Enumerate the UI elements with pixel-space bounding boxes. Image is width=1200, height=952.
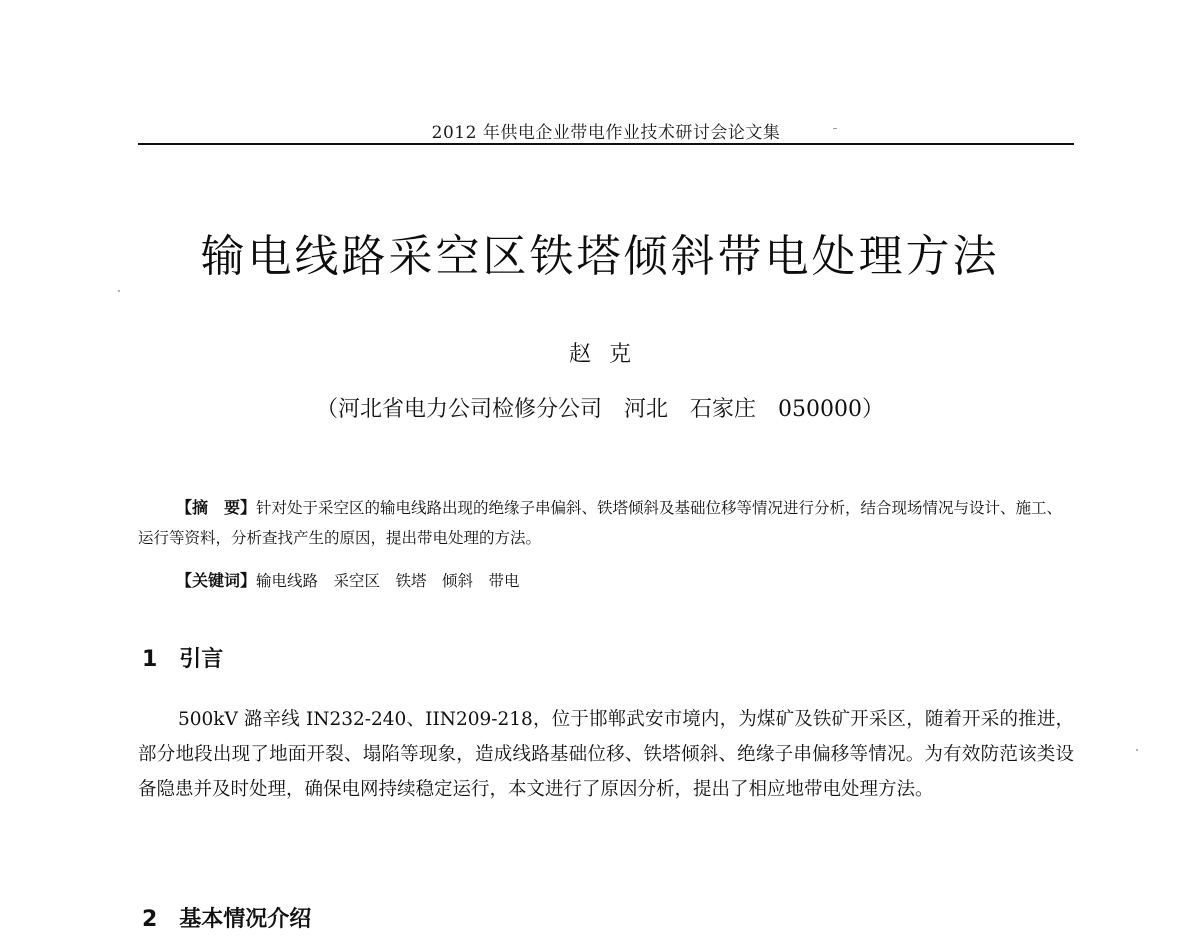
scan-speck [833,128,837,129]
abstract-label: 【摘 要】 [176,498,257,517]
header-rule [138,143,1074,145]
section-heading-introduction: 1 引言 [142,647,224,672]
scan-speck [118,290,120,292]
keywords-label: 【关键词】 [176,571,257,590]
keywords-text: 输电线路 采空区 铁塔 倾斜 带电 [256,572,520,590]
abstract [138,493,1074,553]
abstract-text: 针对处于采空区的输电线路出现的绝缘子串偏斜、铁塔倾斜及基础位移等情况进行分析，结合现场情况与设计、施工、运行等资料，分析查找产生的原因，提出带电处理的方法。 [138,499,1063,547]
scan-speck [1136,749,1138,751]
author-affiliation: （河北省电力公司检修分公司 河北 石家庄 050000） [316,397,884,422]
running-header: 2012 年供电企业带电作业技术研讨会论文集 [431,123,781,143]
introduction-paragraph: 500kV 潞辛线 IN232-240、IIN209-218，位于邯郸武安市境内，为煤矿及铁矿开采区，随着开采的推进，部分地段出现了地面开裂、塌陷等现象，造成线路基础位移、铁塔倾斜、绝缘子串偏移等情况。为有效防范该类设备隐患并及时处理，确保电网持续稳定运行，本文进行了原因分析，提出了相应地带电处理方法。 [138,709,1074,800]
author-name: 赵克 [568,342,649,367]
paper-title: 输电线路采空区铁塔倾斜带电处理方法 [200,231,1000,282]
section-heading-basic-situation: 2 基本情况介绍 [142,907,312,932]
keywords [176,568,520,594]
